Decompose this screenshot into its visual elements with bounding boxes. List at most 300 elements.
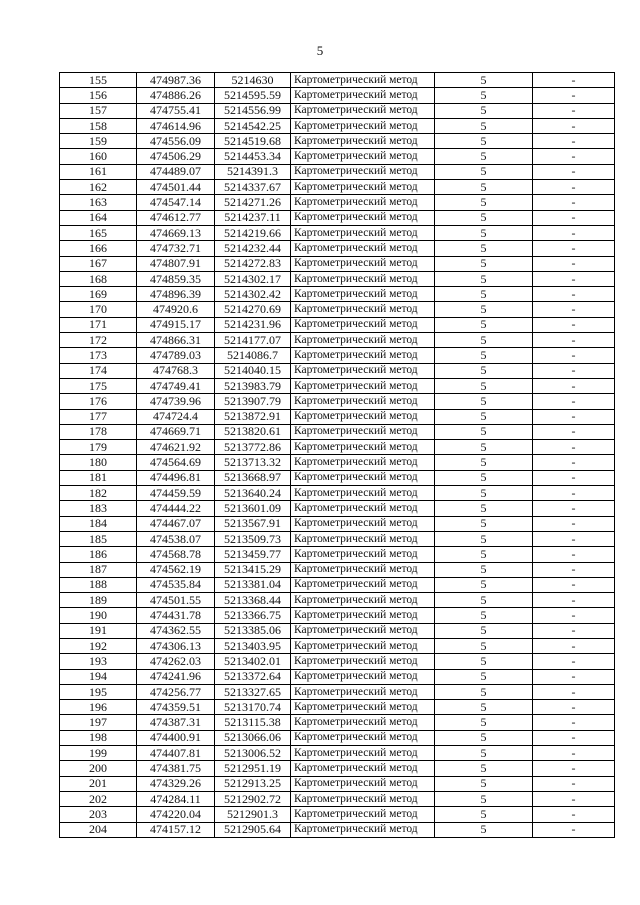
x-coordinate-cell: 474886.26 — [137, 88, 215, 103]
point-number-cell: 166 — [60, 241, 137, 256]
point-number-cell: 165 — [60, 225, 137, 240]
x-coordinate-cell: 474614.96 — [137, 118, 215, 133]
accuracy-cell: 5 — [435, 638, 533, 653]
table-row — [60, 118, 615, 133]
point-number-cell: 156 — [60, 88, 137, 103]
x-coordinate-cell: 474538.07 — [137, 531, 215, 546]
point-number-cell: 193 — [60, 654, 137, 669]
accuracy-cell: 5 — [435, 164, 533, 179]
accuracy-cell: 5 — [435, 807, 533, 822]
point-number-cell: 155 — [60, 73, 137, 88]
accuracy-cell: 5 — [435, 394, 533, 409]
accuracy-cell: 5 — [435, 287, 533, 302]
method-cell: Картометрический метод — [291, 608, 435, 623]
point-number-cell: 191 — [60, 623, 137, 638]
x-coordinate-cell: 474669.71 — [137, 424, 215, 439]
point-number-cell: 179 — [60, 440, 137, 455]
description-cell: - — [533, 761, 615, 776]
accuracy-cell: 5 — [435, 271, 533, 286]
x-coordinate-cell: 474306.13 — [137, 638, 215, 653]
description-cell: - — [533, 791, 615, 806]
description-cell: - — [533, 638, 615, 653]
table-row — [60, 547, 615, 562]
table-row — [60, 440, 615, 455]
y-coordinate-cell: 5214542.25 — [215, 118, 291, 133]
method-cell: Картометрический метод — [291, 700, 435, 715]
table-row — [60, 333, 615, 348]
accuracy-cell: 5 — [435, 791, 533, 806]
method-cell: Картометрический метод — [291, 287, 435, 302]
point-number-cell: 187 — [60, 562, 137, 577]
x-coordinate-cell: 474489.07 — [137, 164, 215, 179]
description-cell: - — [533, 348, 615, 363]
table-row — [60, 684, 615, 699]
description-cell: - — [533, 562, 615, 577]
point-number-cell: 172 — [60, 333, 137, 348]
description-cell: - — [533, 623, 615, 638]
y-coordinate-cell: 5213415.29 — [215, 562, 291, 577]
description-cell: - — [533, 654, 615, 669]
point-number-cell: 185 — [60, 531, 137, 546]
method-cell: Картометрический метод — [291, 271, 435, 286]
accuracy-cell: 5 — [435, 562, 533, 577]
accuracy-cell: 5 — [435, 210, 533, 225]
description-cell: - — [533, 608, 615, 623]
table-row — [60, 715, 615, 730]
y-coordinate-cell: 5213907.79 — [215, 394, 291, 409]
description-cell: - — [533, 440, 615, 455]
method-cell: Картометрический метод — [291, 164, 435, 179]
x-coordinate-cell: 474915.17 — [137, 317, 215, 332]
method-cell: Картометрический метод — [291, 654, 435, 669]
table-row — [60, 531, 615, 546]
description-cell: - — [533, 317, 615, 332]
table-row — [60, 593, 615, 608]
y-coordinate-cell: 5214337.67 — [215, 180, 291, 195]
accuracy-cell: 5 — [435, 180, 533, 195]
y-coordinate-cell: 5213066.06 — [215, 730, 291, 745]
point-number-cell: 201 — [60, 776, 137, 791]
accuracy-cell: 5 — [435, 608, 533, 623]
table-row — [60, 225, 615, 240]
table-row — [60, 562, 615, 577]
description-cell: - — [533, 516, 615, 531]
accuracy-cell: 5 — [435, 149, 533, 164]
y-coordinate-cell: 5214302.17 — [215, 271, 291, 286]
accuracy-cell: 5 — [435, 486, 533, 501]
table-row — [60, 287, 615, 302]
method-cell: Картометрический метод — [291, 684, 435, 699]
x-coordinate-cell: 474859.35 — [137, 271, 215, 286]
point-number-cell: 203 — [60, 807, 137, 822]
y-coordinate-cell: 5213368.44 — [215, 593, 291, 608]
x-coordinate-cell: 474987.36 — [137, 73, 215, 88]
description-cell: - — [533, 669, 615, 684]
x-coordinate-cell: 474789.03 — [137, 348, 215, 363]
x-coordinate-cell: 474501.55 — [137, 593, 215, 608]
y-coordinate-cell: 5214271.26 — [215, 195, 291, 210]
accuracy-cell: 5 — [435, 455, 533, 470]
point-number-cell: 177 — [60, 409, 137, 424]
point-number-cell: 184 — [60, 516, 137, 531]
x-coordinate-cell: 474612.77 — [137, 210, 215, 225]
method-cell: Картометрический метод — [291, 593, 435, 608]
x-coordinate-cell: 474547.14 — [137, 195, 215, 210]
method-cell: Картометрический метод — [291, 776, 435, 791]
description-cell: - — [533, 730, 615, 745]
y-coordinate-cell: 5212905.64 — [215, 822, 291, 837]
x-coordinate-cell: 474359.51 — [137, 700, 215, 715]
description-cell: - — [533, 486, 615, 501]
table-row — [60, 180, 615, 195]
description-cell: - — [533, 363, 615, 378]
y-coordinate-cell: 5213983.79 — [215, 378, 291, 393]
table-row — [60, 654, 615, 669]
method-cell: Картометрический метод — [291, 455, 435, 470]
x-coordinate-cell: 474621.92 — [137, 440, 215, 455]
y-coordinate-cell: 5214630 — [215, 73, 291, 88]
y-coordinate-cell: 5212902.72 — [215, 791, 291, 806]
method-cell: Картометрический метод — [291, 470, 435, 485]
description-cell: - — [533, 470, 615, 485]
description-cell: - — [533, 409, 615, 424]
y-coordinate-cell: 5213772.86 — [215, 440, 291, 455]
accuracy-cell: 5 — [435, 333, 533, 348]
y-coordinate-cell: 5213640.24 — [215, 486, 291, 501]
x-coordinate-cell: 474407.81 — [137, 746, 215, 761]
x-coordinate-cell: 474506.29 — [137, 149, 215, 164]
accuracy-cell: 5 — [435, 761, 533, 776]
method-cell: Картометрический метод — [291, 333, 435, 348]
description-cell: - — [533, 73, 615, 88]
x-coordinate-cell: 474241.96 — [137, 669, 215, 684]
accuracy-cell: 5 — [435, 409, 533, 424]
point-number-cell: 164 — [60, 210, 137, 225]
y-coordinate-cell: 5214556.99 — [215, 103, 291, 118]
description-cell: - — [533, 715, 615, 730]
description-cell: - — [533, 593, 615, 608]
table-row — [60, 470, 615, 485]
table-row — [60, 455, 615, 470]
description-cell: - — [533, 547, 615, 562]
y-coordinate-cell: 5214391.3 — [215, 164, 291, 179]
x-coordinate-cell: 474329.26 — [137, 776, 215, 791]
table-row — [60, 302, 615, 317]
description-cell: - — [533, 684, 615, 699]
accuracy-cell: 5 — [435, 654, 533, 669]
table-row — [60, 761, 615, 776]
accuracy-cell: 5 — [435, 593, 533, 608]
accuracy-cell: 5 — [435, 363, 533, 378]
accuracy-cell: 5 — [435, 348, 533, 363]
method-cell: Картометрический метод — [291, 486, 435, 501]
y-coordinate-cell: 5212913.25 — [215, 776, 291, 791]
method-cell: Картометрический метод — [291, 746, 435, 761]
point-number-cell: 180 — [60, 455, 137, 470]
point-number-cell: 196 — [60, 700, 137, 715]
x-coordinate-cell: 474556.09 — [137, 134, 215, 149]
point-number-cell: 168 — [60, 271, 137, 286]
point-number-cell: 198 — [60, 730, 137, 745]
method-cell: Картометрический метод — [291, 210, 435, 225]
accuracy-cell: 5 — [435, 776, 533, 791]
method-cell: Картометрический метод — [291, 577, 435, 592]
description-cell: - — [533, 455, 615, 470]
y-coordinate-cell: 5214177.07 — [215, 333, 291, 348]
y-coordinate-cell: 5213459.77 — [215, 547, 291, 562]
method-cell: Картометрический метод — [291, 103, 435, 118]
y-coordinate-cell: 5214086.7 — [215, 348, 291, 363]
accuracy-cell: 5 — [435, 103, 533, 118]
y-coordinate-cell: 5213567.91 — [215, 516, 291, 531]
description-cell: - — [533, 302, 615, 317]
accuracy-cell: 5 — [435, 134, 533, 149]
description-cell: - — [533, 577, 615, 592]
table-row — [60, 424, 615, 439]
table-row — [60, 516, 615, 531]
table-row — [60, 241, 615, 256]
y-coordinate-cell: 5213403.95 — [215, 638, 291, 653]
description-cell: - — [533, 195, 615, 210]
description-cell: - — [533, 378, 615, 393]
table-row — [60, 134, 615, 149]
table-row — [60, 73, 615, 88]
point-number-cell: 169 — [60, 287, 137, 302]
table-row — [60, 746, 615, 761]
y-coordinate-cell: 5213820.61 — [215, 424, 291, 439]
method-cell: Картометрический метод — [291, 73, 435, 88]
y-coordinate-cell: 5213713.32 — [215, 455, 291, 470]
y-coordinate-cell: 5212901.3 — [215, 807, 291, 822]
table-row — [60, 256, 615, 271]
accuracy-cell: 5 — [435, 746, 533, 761]
y-coordinate-cell: 5213402.01 — [215, 654, 291, 669]
method-cell: Картометрический метод — [291, 761, 435, 776]
method-cell: Картометрический метод — [291, 317, 435, 332]
y-coordinate-cell: 5213385.06 — [215, 623, 291, 638]
description-cell: - — [533, 118, 615, 133]
point-number-cell: 160 — [60, 149, 137, 164]
table-row — [60, 776, 615, 791]
point-number-cell: 190 — [60, 608, 137, 623]
y-coordinate-cell: 5213509.73 — [215, 531, 291, 546]
accuracy-cell: 5 — [435, 88, 533, 103]
table-row — [60, 378, 615, 393]
table-row — [60, 608, 615, 623]
method-cell: Картометрический метод — [291, 547, 435, 562]
point-number-cell: 176 — [60, 394, 137, 409]
point-number-cell: 170 — [60, 302, 137, 317]
description-cell: - — [533, 180, 615, 195]
accuracy-cell: 5 — [435, 470, 533, 485]
accuracy-cell: 5 — [435, 684, 533, 699]
x-coordinate-cell: 474724.4 — [137, 409, 215, 424]
method-cell: Картометрический метод — [291, 363, 435, 378]
x-coordinate-cell: 474284.11 — [137, 791, 215, 806]
y-coordinate-cell: 5213006.52 — [215, 746, 291, 761]
y-coordinate-cell: 5214302.42 — [215, 287, 291, 302]
y-coordinate-cell: 5214237.11 — [215, 210, 291, 225]
table-row — [60, 730, 615, 745]
point-number-cell: 161 — [60, 164, 137, 179]
description-cell: - — [533, 210, 615, 225]
accuracy-cell: 5 — [435, 700, 533, 715]
accuracy-cell: 5 — [435, 424, 533, 439]
x-coordinate-cell: 474387.31 — [137, 715, 215, 730]
table-row — [60, 501, 615, 516]
table-row — [60, 394, 615, 409]
description-cell: - — [533, 333, 615, 348]
x-coordinate-cell: 474431.78 — [137, 608, 215, 623]
method-cell: Картометрический метод — [291, 562, 435, 577]
x-coordinate-cell: 474256.77 — [137, 684, 215, 699]
x-coordinate-cell: 474562.19 — [137, 562, 215, 577]
point-number-cell: 162 — [60, 180, 137, 195]
point-number-cell: 189 — [60, 593, 137, 608]
description-cell: - — [533, 424, 615, 439]
method-cell: Картометрический метод — [291, 256, 435, 271]
accuracy-cell: 5 — [435, 73, 533, 88]
method-cell: Картометрический метод — [291, 623, 435, 638]
method-cell: Картометрический метод — [291, 669, 435, 684]
x-coordinate-cell: 474381.75 — [137, 761, 215, 776]
accuracy-cell: 5 — [435, 317, 533, 332]
method-cell: Картометрический метод — [291, 715, 435, 730]
point-number-cell: 173 — [60, 348, 137, 363]
y-coordinate-cell: 5212951.19 — [215, 761, 291, 776]
x-coordinate-cell: 474568.78 — [137, 547, 215, 562]
method-cell: Картометрический метод — [291, 348, 435, 363]
table-row — [60, 822, 615, 837]
point-number-cell: 174 — [60, 363, 137, 378]
description-cell: - — [533, 164, 615, 179]
x-coordinate-cell: 474262.03 — [137, 654, 215, 669]
method-cell: Картометрический метод — [291, 730, 435, 745]
point-number-cell: 186 — [60, 547, 137, 562]
description-cell: - — [533, 134, 615, 149]
table-row — [60, 103, 615, 118]
accuracy-cell: 5 — [435, 715, 533, 730]
description-cell: - — [533, 746, 615, 761]
x-coordinate-cell: 474220.04 — [137, 807, 215, 822]
method-cell: Картометрический метод — [291, 807, 435, 822]
table-row — [60, 271, 615, 286]
y-coordinate-cell: 5213327.65 — [215, 684, 291, 699]
point-number-cell: 157 — [60, 103, 137, 118]
y-coordinate-cell: 5213366.75 — [215, 608, 291, 623]
coordinates-table-body — [60, 73, 615, 838]
accuracy-cell: 5 — [435, 195, 533, 210]
x-coordinate-cell: 474807.91 — [137, 256, 215, 271]
table-row — [60, 700, 615, 715]
x-coordinate-cell: 474739.96 — [137, 394, 215, 409]
y-coordinate-cell: 5214232.44 — [215, 241, 291, 256]
accuracy-cell: 5 — [435, 440, 533, 455]
point-number-cell: 182 — [60, 486, 137, 501]
method-cell: Картометрический метод — [291, 225, 435, 240]
description-cell: - — [533, 271, 615, 286]
point-number-cell: 171 — [60, 317, 137, 332]
coordinates-table — [59, 72, 615, 838]
method-cell: Картометрический метод — [291, 638, 435, 653]
table-row — [60, 577, 615, 592]
point-number-cell: 195 — [60, 684, 137, 699]
description-cell: - — [533, 700, 615, 715]
y-coordinate-cell: 5214231.96 — [215, 317, 291, 332]
accuracy-cell: 5 — [435, 547, 533, 562]
point-number-cell: 194 — [60, 669, 137, 684]
x-coordinate-cell: 474444.22 — [137, 501, 215, 516]
description-cell: - — [533, 88, 615, 103]
x-coordinate-cell: 474669.13 — [137, 225, 215, 240]
point-number-cell: 200 — [60, 761, 137, 776]
point-number-cell: 188 — [60, 577, 137, 592]
y-coordinate-cell: 5213872.91 — [215, 409, 291, 424]
accuracy-cell: 5 — [435, 378, 533, 393]
x-coordinate-cell: 474749.41 — [137, 378, 215, 393]
accuracy-cell: 5 — [435, 225, 533, 240]
method-cell: Картометрический метод — [291, 424, 435, 439]
method-cell: Картометрический метод — [291, 409, 435, 424]
table-row — [60, 638, 615, 653]
y-coordinate-cell: 5214272.83 — [215, 256, 291, 271]
point-number-cell: 178 — [60, 424, 137, 439]
accuracy-cell: 5 — [435, 516, 533, 531]
method-cell: Картометрический метод — [291, 440, 435, 455]
table-row — [60, 791, 615, 806]
accuracy-cell: 5 — [435, 669, 533, 684]
method-cell: Картометрический метод — [291, 378, 435, 393]
accuracy-cell: 5 — [435, 730, 533, 745]
accuracy-cell: 5 — [435, 501, 533, 516]
description-cell: - — [533, 531, 615, 546]
y-coordinate-cell: 5213372.64 — [215, 669, 291, 684]
x-coordinate-cell: 474732.71 — [137, 241, 215, 256]
method-cell: Картометрический метод — [291, 516, 435, 531]
x-coordinate-cell: 474896.39 — [137, 287, 215, 302]
y-coordinate-cell: 5213601.09 — [215, 501, 291, 516]
table-row — [60, 409, 615, 424]
description-cell: - — [533, 103, 615, 118]
y-coordinate-cell: 5214453.34 — [215, 149, 291, 164]
description-cell: - — [533, 807, 615, 822]
point-number-cell: 163 — [60, 195, 137, 210]
point-number-cell: 204 — [60, 822, 137, 837]
table-row — [60, 164, 615, 179]
accuracy-cell: 5 — [435, 531, 533, 546]
x-coordinate-cell: 474755.41 — [137, 103, 215, 118]
description-cell: - — [533, 256, 615, 271]
point-number-cell: 199 — [60, 746, 137, 761]
accuracy-cell: 5 — [435, 577, 533, 592]
point-number-cell: 159 — [60, 134, 137, 149]
accuracy-cell: 5 — [435, 623, 533, 638]
y-coordinate-cell: 5213381.04 — [215, 577, 291, 592]
table-row — [60, 210, 615, 225]
x-coordinate-cell: 474768.3 — [137, 363, 215, 378]
table-row — [60, 317, 615, 332]
table-row — [60, 149, 615, 164]
method-cell: Картометрический метод — [291, 302, 435, 317]
y-coordinate-cell: 5214219.66 — [215, 225, 291, 240]
description-cell: - — [533, 241, 615, 256]
method-cell: Картометрический метод — [291, 501, 435, 516]
table-row — [60, 669, 615, 684]
table-row — [60, 363, 615, 378]
method-cell: Картометрический метод — [291, 241, 435, 256]
accuracy-cell: 5 — [435, 118, 533, 133]
x-coordinate-cell: 474920.6 — [137, 302, 215, 317]
